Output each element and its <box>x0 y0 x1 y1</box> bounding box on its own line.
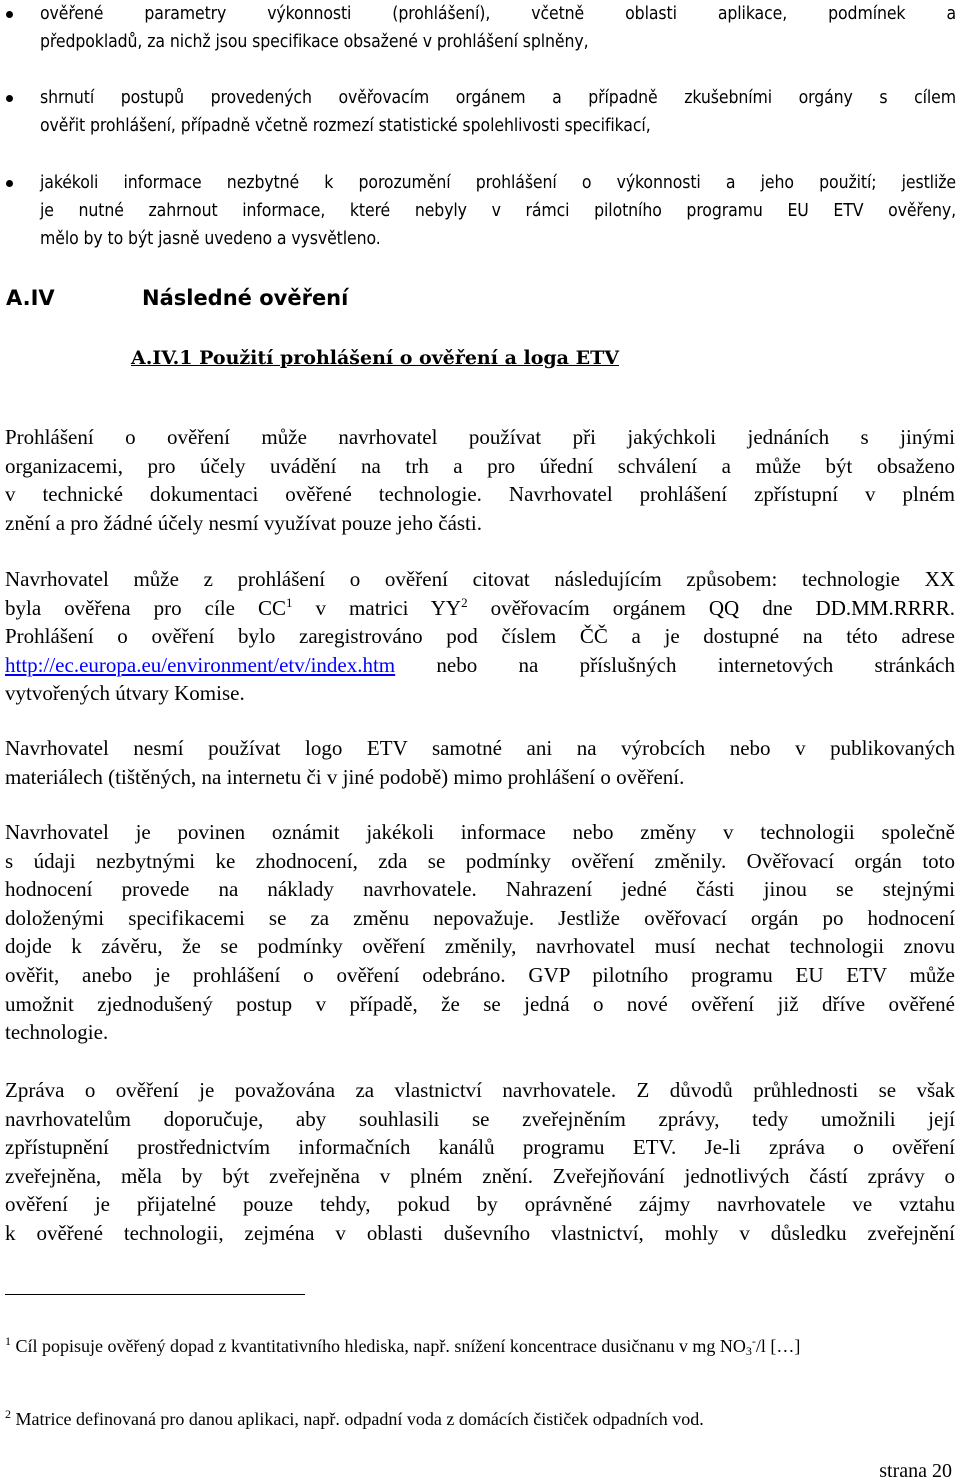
text-line: ověřit, anebo je prohlášení o ověření odebráno. GVP pilotního programu EU ETV může <box>5 962 955 987</box>
text-line: dojde k závěru, že se podmínky ověření změnily, navrhovatel musí nechat technologii znovu <box>5 934 955 959</box>
text-run: nebo na příslušných internetových stránkách <box>395 652 955 677</box>
text-line: Navrhovatel nesmí používat logo ETV samotné ani na výrobcích nebo v publikovaných <box>5 736 955 760</box>
paragraph <box>5 423 955 537</box>
text-line: navrhovatelům doporučuje, aby souhlasili se zveřejněním zprávy, tedy umožnili její <box>5 1106 955 1131</box>
text-line: k ověřené technologii, zejména v oblasti duševního vlastnictví, mohly v důsledku zveřejnění <box>5 1220 955 1245</box>
bullet-dot-icon <box>6 180 13 187</box>
bullet-text <box>40 169 956 253</box>
paragraph <box>5 1076 955 1248</box>
text-line: znění a pro žádné účely nesmí využívat pouze jeho části. <box>5 510 482 535</box>
text-line: Navrhovatel je povinen oznámit jakékoli informace nebo změny v technologii společně <box>5 820 955 844</box>
text-run: byla ověřena pro cíle CC <box>5 595 286 620</box>
text-run: v matrici YY <box>292 595 462 620</box>
paragraph <box>5 565 955 708</box>
section-number: A.IV <box>6 286 55 310</box>
text-line: technologie. <box>5 1020 109 1045</box>
text-line: zpřístupnění prostřednictvím informačních kanálů programu ETV. Je-li zpráva o ověření <box>5 1135 955 1160</box>
footnote-mark: 2 <box>5 1407 11 1421</box>
text-line: Navrhovatel může z prohlášení o ověření citovat následujícím způsobem: technologie XX <box>5 567 955 591</box>
text-line: Zpráva o ověření je považována za vlastnictví navrhovatele. Z důvodů průhlednosti se však <box>5 1078 955 1102</box>
footnote-mark: 1 <box>5 1334 11 1348</box>
section-title: Následné ověření <box>142 286 349 310</box>
footnote-text: Matrice definovaná pro danou aplikaci, např. odpadní voda z domácích čističek odpadních vod. <box>11 1409 704 1429</box>
bullet-line: předpokladů, za nichž jsou specifikace obsažené v prohlášení splněny, <box>40 32 589 52</box>
bullet-line: jakékoli informace nezbytné k porozumění prohlášení o výkonnosti a jeho použití; jestliže <box>40 173 956 193</box>
bullet-text <box>40 0 956 56</box>
footnote-tail: /l […] <box>755 1336 801 1356</box>
bullet-line: ověřené parametry výkonnosti (prohlášení), včetně oblasti aplikace, podmínek a <box>40 4 956 24</box>
text-line: Prohlášení o ověření bylo zaregistrováno pod číslem ČČ a je dostupné na této adrese <box>5 624 955 649</box>
text-line: organizacemi, pro účely uvádění na trh a pro úřední schválení a může být obsaženo <box>5 453 955 478</box>
paragraph <box>5 734 955 791</box>
text-line: umožnit zjednodušený postup v případě, že se jedná o nové ověření již dříve ověřené <box>5 991 955 1016</box>
text-line: materiálech (tištěných, na internetu či v jiné podobě) mimo prohlášení o ověření. <box>5 764 685 789</box>
text-line <box>5 651 955 680</box>
text-line: s údaji nezbytnými ke zhodnocení, zda se podmínky ověření změnily. Ověřovací orgán toto <box>5 848 955 873</box>
subsection-title: A.IV.1 Použití prohlášení o ověření a loga ETV <box>131 347 619 369</box>
text-run: ověřovacím orgánem QQ dne DD.MM.RRRR. <box>467 595 955 620</box>
bullet-line: ověřit prohlášení, případně včetně rozmezí statistické spolehlivosti specifikací, <box>40 116 651 136</box>
bullet-dot-icon <box>6 95 13 102</box>
footnote-ref[interactable]: 2 <box>461 594 468 610</box>
text-line <box>5 594 955 623</box>
footnote-1 <box>5 1334 800 1358</box>
bullet-line: mělo by to být jasně uvedeno a vysvětleno. <box>40 229 381 249</box>
superscript: - <box>751 1334 756 1348</box>
bullet-line: je nutné zahrnout informace, které nebyly v rámci pilotního programu EU ETV ověřeny, <box>40 201 956 221</box>
bullet-dot-icon <box>6 11 13 18</box>
footnote-divider <box>5 1294 305 1295</box>
footnote-2 <box>5 1407 704 1431</box>
bullet-text <box>40 84 956 140</box>
text-line: v technické dokumentaci ověřené technologie. Navrhovatel prohlášení zpřístupní v plném <box>5 482 955 507</box>
subscript: 3 <box>745 1344 752 1358</box>
text-line: hodnocení provede na náklady navrhovatele. Nahrazení jedné části jinou se stejnými <box>5 877 955 902</box>
text-line: zveřejněna, měla by být zveřejněna v plném znění. Zveřejňování jednotlivých částí zprávy o <box>5 1163 955 1188</box>
footnote-ref[interactable]: 1 <box>286 594 293 610</box>
text-line: doloženými specifikacemi se za změnu nepovažuje. Jestliže ověřovací orgán po hodnocení <box>5 905 955 930</box>
text-line: ověření je přijatelné pouze tehdy, pokud by oprávněné zájmy navrhovatele ve vztahu <box>5 1192 955 1217</box>
text-line: Prohlášení o ověření může navrhovatel používat při jakýchkoli jednáních s jinými <box>5 425 955 449</box>
page-number: strana 20 <box>879 1460 952 1482</box>
etv-link[interactable]: http://ec.europa.eu/environment/etv/index.htm <box>5 652 396 677</box>
bullet-line: shrnutí postupů provedených ověřovacím orgánem a případně zkušebními orgány s cílem <box>40 88 956 108</box>
paragraph <box>5 818 955 1047</box>
footnote-text: Cíl popisuje ověřený dopad z kvantitativního hlediska, např. snížení koncentrace dusičnanu v mg NO <box>11 1336 746 1356</box>
text-line: vytvořených útvary Komise. <box>5 681 245 706</box>
subsection-heading <box>131 344 619 372</box>
